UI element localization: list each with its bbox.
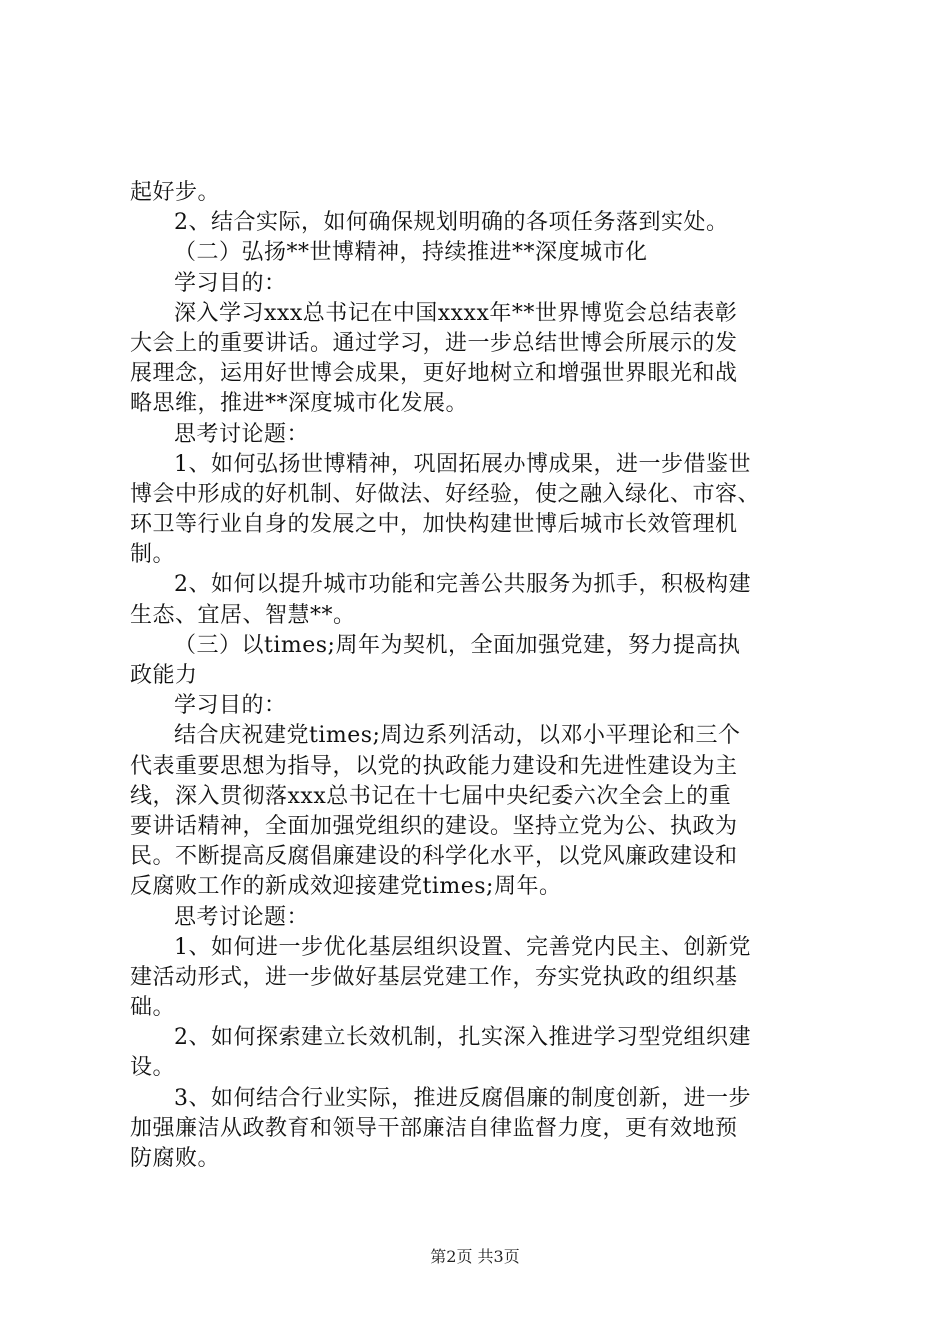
text-line: 环卫等行业自身的发展之中，加快构建世博后城市长效管理机: [130, 512, 738, 538]
text-line: 略思维，推进**深度城市化发展。: [130, 391, 469, 417]
text-line: 思考讨论题：: [174, 421, 310, 447]
text-line: 加强廉洁从政教育和领导干部廉洁自律监督力度，更有效地预: [130, 1115, 738, 1141]
document-body: [130, 178, 835, 1174]
text-line: 深入学习xxx总书记在中国xxxx年**世界博览会总结表彰: [174, 300, 738, 326]
text-line: 政能力: [130, 663, 198, 688]
text-line: 设。: [130, 1055, 176, 1081]
text-line: 反腐败工作的新成效迎接建党times;周年。: [130, 874, 562, 900]
text-line: 建活动形式，进一步做好基层党建工作，夯实党执政的组织基: [130, 964, 738, 990]
text-line: 起好步。: [130, 180, 221, 205]
text-line: 展理念，运用好世博会成果，更好地树立和增强世界眼光和战: [130, 361, 738, 387]
text-line: 思考讨论题：: [174, 904, 310, 930]
text-line: 要讲话精神，全面加强党组织的建设。坚持立党为公、执政为: [130, 813, 738, 839]
text-line: 学习目的：: [174, 693, 287, 719]
text-line: 学习目的：: [174, 270, 287, 296]
text-line: 博会中形成的好机制、好做法、好经验，使之融入绿化、市容、: [130, 481, 761, 507]
text-line: （二）弘扬**世博精神，持续推进**深度城市化: [174, 240, 648, 266]
text-line: 民。不断提高反腐倡廉建设的科学化水平，以党风廉政建设和: [130, 844, 738, 870]
text-line: 3、如何结合行业实际，推进反腐倡廉的制度创新，进一步: [174, 1085, 751, 1111]
text-line: 础。: [130, 995, 176, 1021]
text-line: 大会上的重要讲话。通过学习，进一步总结世博会所展示的发: [130, 330, 738, 356]
text-line: （三）以times;周年为契机，全面加强党建，努力提高执: [174, 632, 741, 658]
text-line: 防腐败。: [130, 1146, 221, 1171]
text-line: 2、如何以提升城市功能和完善公共服务为抓手，积极构建: [174, 572, 751, 598]
page-footer: 第2页 共3页: [430, 1247, 520, 1266]
text-line: 1、如何进一步优化基层组织设置、完善党内民主、创新党: [174, 934, 751, 960]
text-line: 结合庆祝建党times;周边系列活动，以邓小平理论和三个: [174, 723, 741, 749]
text-line: 1、如何弘扬世博精神，巩固拓展办博成果，进一步借鉴世: [174, 451, 751, 477]
text-line: 生态、宜居、智慧**。: [130, 602, 356, 628]
text-line: 2、如何探索建立长效机制，扎实深入推进学习型党组织建: [174, 1025, 751, 1051]
text-line: 制。: [130, 542, 176, 568]
text-line: 线，深入贯彻落xxx总书记在十七届中央纪委六次全会上的重: [130, 783, 732, 809]
text-line: 2、结合实际，如何确保规划明确的各项任务落到实处。: [174, 210, 729, 236]
text-line: 代表重要思想为指导，以党的执政能力建设和先进性建设为主: [130, 753, 738, 779]
